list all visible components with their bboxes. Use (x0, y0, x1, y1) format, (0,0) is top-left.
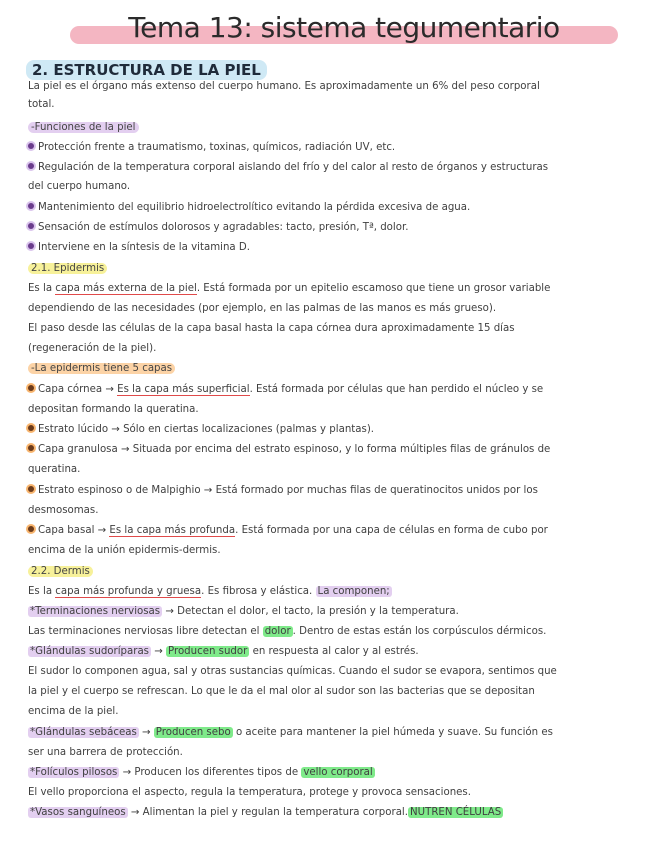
list-item-continuation: queratina. (28, 464, 81, 475)
paragraph-line (28, 806, 628, 820)
list-item (28, 201, 628, 215)
highlighted-text: vello corporal (303, 767, 373, 778)
list-item (28, 443, 628, 457)
text: Es la (28, 283, 56, 294)
paragraph-line: El paso desde las células de la capa basal hasta la capa córnea dura aproximadamente 15 días (28, 323, 515, 334)
paragraph-line: encima de la piel. (28, 706, 119, 717)
bullet-icon (28, 445, 34, 451)
underlined-text: Es la capa más superficial (117, 384, 250, 395)
list-item (28, 383, 628, 397)
bullet-icon (28, 385, 34, 391)
highlighted-label: *Glándulas sudoríparas (30, 646, 149, 657)
list-item-text: Protección frente a traumatismo, toxinas, químicos, radiación UV, etc. (38, 142, 396, 153)
text: . Está formada por células que han perdido el núcleo y se (249, 384, 544, 395)
highlighted-label: *Vasos sanguíneos (30, 807, 126, 818)
underlined-text: capa más externa de la piel (55, 283, 197, 294)
section-heading: 2. ESTRUCTURA DE LA PIEL (26, 60, 267, 80)
text: Es la (28, 586, 56, 597)
list-item-text: Estrato lúcido → Sólo en ciertas localizaciones (palmas y plantas). (38, 424, 375, 435)
highlighted-text: La componen; (317, 586, 390, 597)
highlighted-text: NUTREN CÉLULAS (410, 807, 502, 818)
text: o aceite para mantener la piel húmeda y suave. Su función es (232, 727, 553, 738)
bullet-icon (28, 143, 34, 149)
epidermis-heading-label: 2.1. Epidermis (28, 263, 107, 274)
list-item-text: Sensación de estímulos dolorosos y agradables: tacto, presión, Tª, dolor. (38, 222, 409, 233)
text: → Detectan el dolor, el tacto, la presión y la temperatura. (162, 606, 459, 617)
paragraph-line: (regeneración de la piel). (28, 343, 157, 354)
funciones-heading (28, 121, 628, 135)
capas-heading-label: -La epidermis tiene 5 capas (28, 363, 175, 374)
text: Las terminaciones nerviosas libre detectan el (28, 626, 263, 637)
text: . Está formada por un epitelio escamoso que tiene un grosor variable (196, 283, 551, 294)
paragraph-line: ser una barrera de protección. (28, 747, 183, 758)
funciones-heading-label: -Funciones de la piel (28, 122, 139, 133)
bullet-icon (28, 163, 34, 169)
paragraph-line: dependiendo de las necesidades (por ejemplo, en las palmas de las manos es más grueso). (28, 303, 497, 314)
list-item (28, 423, 628, 437)
epidermis-heading (28, 262, 628, 276)
paragraph-line: El vello proporciona el aspecto, regula la temperatura, protege y provoca sensaciones. (28, 787, 471, 798)
list-item (28, 141, 628, 155)
paragraph-line (28, 625, 628, 639)
capas-heading (28, 362, 628, 376)
paragraph-line (28, 605, 628, 619)
paragraph-line (28, 282, 628, 296)
text: → Producen los diferentes tipos de (119, 767, 302, 778)
list-item-continuation: del cuerpo humano. (28, 181, 131, 192)
paragraph-line: El sudor lo componen agua, sal y otras sustancias químicas. Cuando el sudor se evapora, sentimos que (28, 666, 557, 677)
text: Capa basal → (38, 525, 110, 536)
bullet-icon (28, 243, 34, 249)
bullet-icon (28, 526, 34, 532)
underlined-text: capa más profunda y gruesa (55, 586, 202, 597)
paragraph-line (28, 585, 628, 599)
underlined-text: Es la capa más profunda (109, 525, 236, 536)
list-item-continuation: encima de la unión epidermis-dermis. (28, 545, 221, 556)
highlighted-label: *Folículos pilosos (30, 767, 118, 778)
highlighted-label: *Terminaciones nerviosas (30, 606, 161, 617)
text: . Es fibrosa y elástica. (201, 586, 316, 597)
list-item-continuation: desmosomas. (28, 505, 99, 516)
dermis-heading (28, 565, 628, 579)
text: → Alimentan la piel y regulan la temperatura corporal. (127, 807, 409, 818)
title-text: Tema 13: sistema tegumentario (128, 11, 560, 44)
text: . Dentro de estas están los corpúsculos dérmicos. (292, 626, 547, 637)
paragraph-line (28, 645, 628, 659)
dermis-heading-label: 2.2. Dermis (28, 566, 93, 577)
list-item (28, 524, 628, 538)
highlighted-text: Producen sudor (168, 646, 248, 657)
text: en respuesta al calor y al estrés. (249, 646, 419, 657)
bullet-icon (28, 223, 34, 229)
highlighted-text: dolor (264, 626, 291, 637)
highlighted-text: Producen sebo (155, 727, 231, 738)
text: → (138, 727, 154, 738)
list-item-text: Mantenimiento del equilibrio hidroelectrolítico evitando la pérdida excesiva de agua. (38, 202, 471, 213)
bullet-icon (28, 425, 34, 431)
list-item-text: Estrato espinoso o de Malpighio → Está formado por muchas filas de queratinocitos unidos por los (38, 485, 538, 496)
highlighted-label: *Glándulas sebáceas (30, 727, 137, 738)
intro-line: total. (28, 99, 55, 110)
list-item-text: Capa granulosa → Situada por encima del estrato espinoso, y lo forma múltiples filas de gránulos de (38, 444, 551, 455)
list-item-text: Interviene en la síntesis de la vitamina D. (38, 242, 250, 253)
text: → (151, 646, 167, 657)
list-item (28, 221, 628, 235)
list-item-text: Regulación de la temperatura corporal aislando del frío y del calor al resto de órganos y estructuras (38, 162, 549, 173)
paragraph-line: la piel y el cuerpo se refrescan. Lo que le da el mal olor al sudor son las bacterias que se depositan (28, 686, 535, 697)
page-title (70, 12, 618, 44)
list-item (28, 241, 628, 255)
list-item (28, 161, 628, 175)
bullet-icon (28, 486, 34, 492)
paragraph-line (28, 726, 628, 740)
list-item (28, 484, 628, 498)
paragraph-line (28, 766, 628, 780)
intro-line: La piel es el órgano más extenso del cuerpo humano. Es aproximadamente un 6% del peso corporal (28, 81, 540, 92)
text: Capa córnea → (38, 384, 118, 395)
text: . Está formada por una capa de células en forma de cubo por (235, 525, 548, 536)
bullet-icon (28, 203, 34, 209)
list-item-continuation: depositan formando la queratina. (28, 404, 199, 415)
